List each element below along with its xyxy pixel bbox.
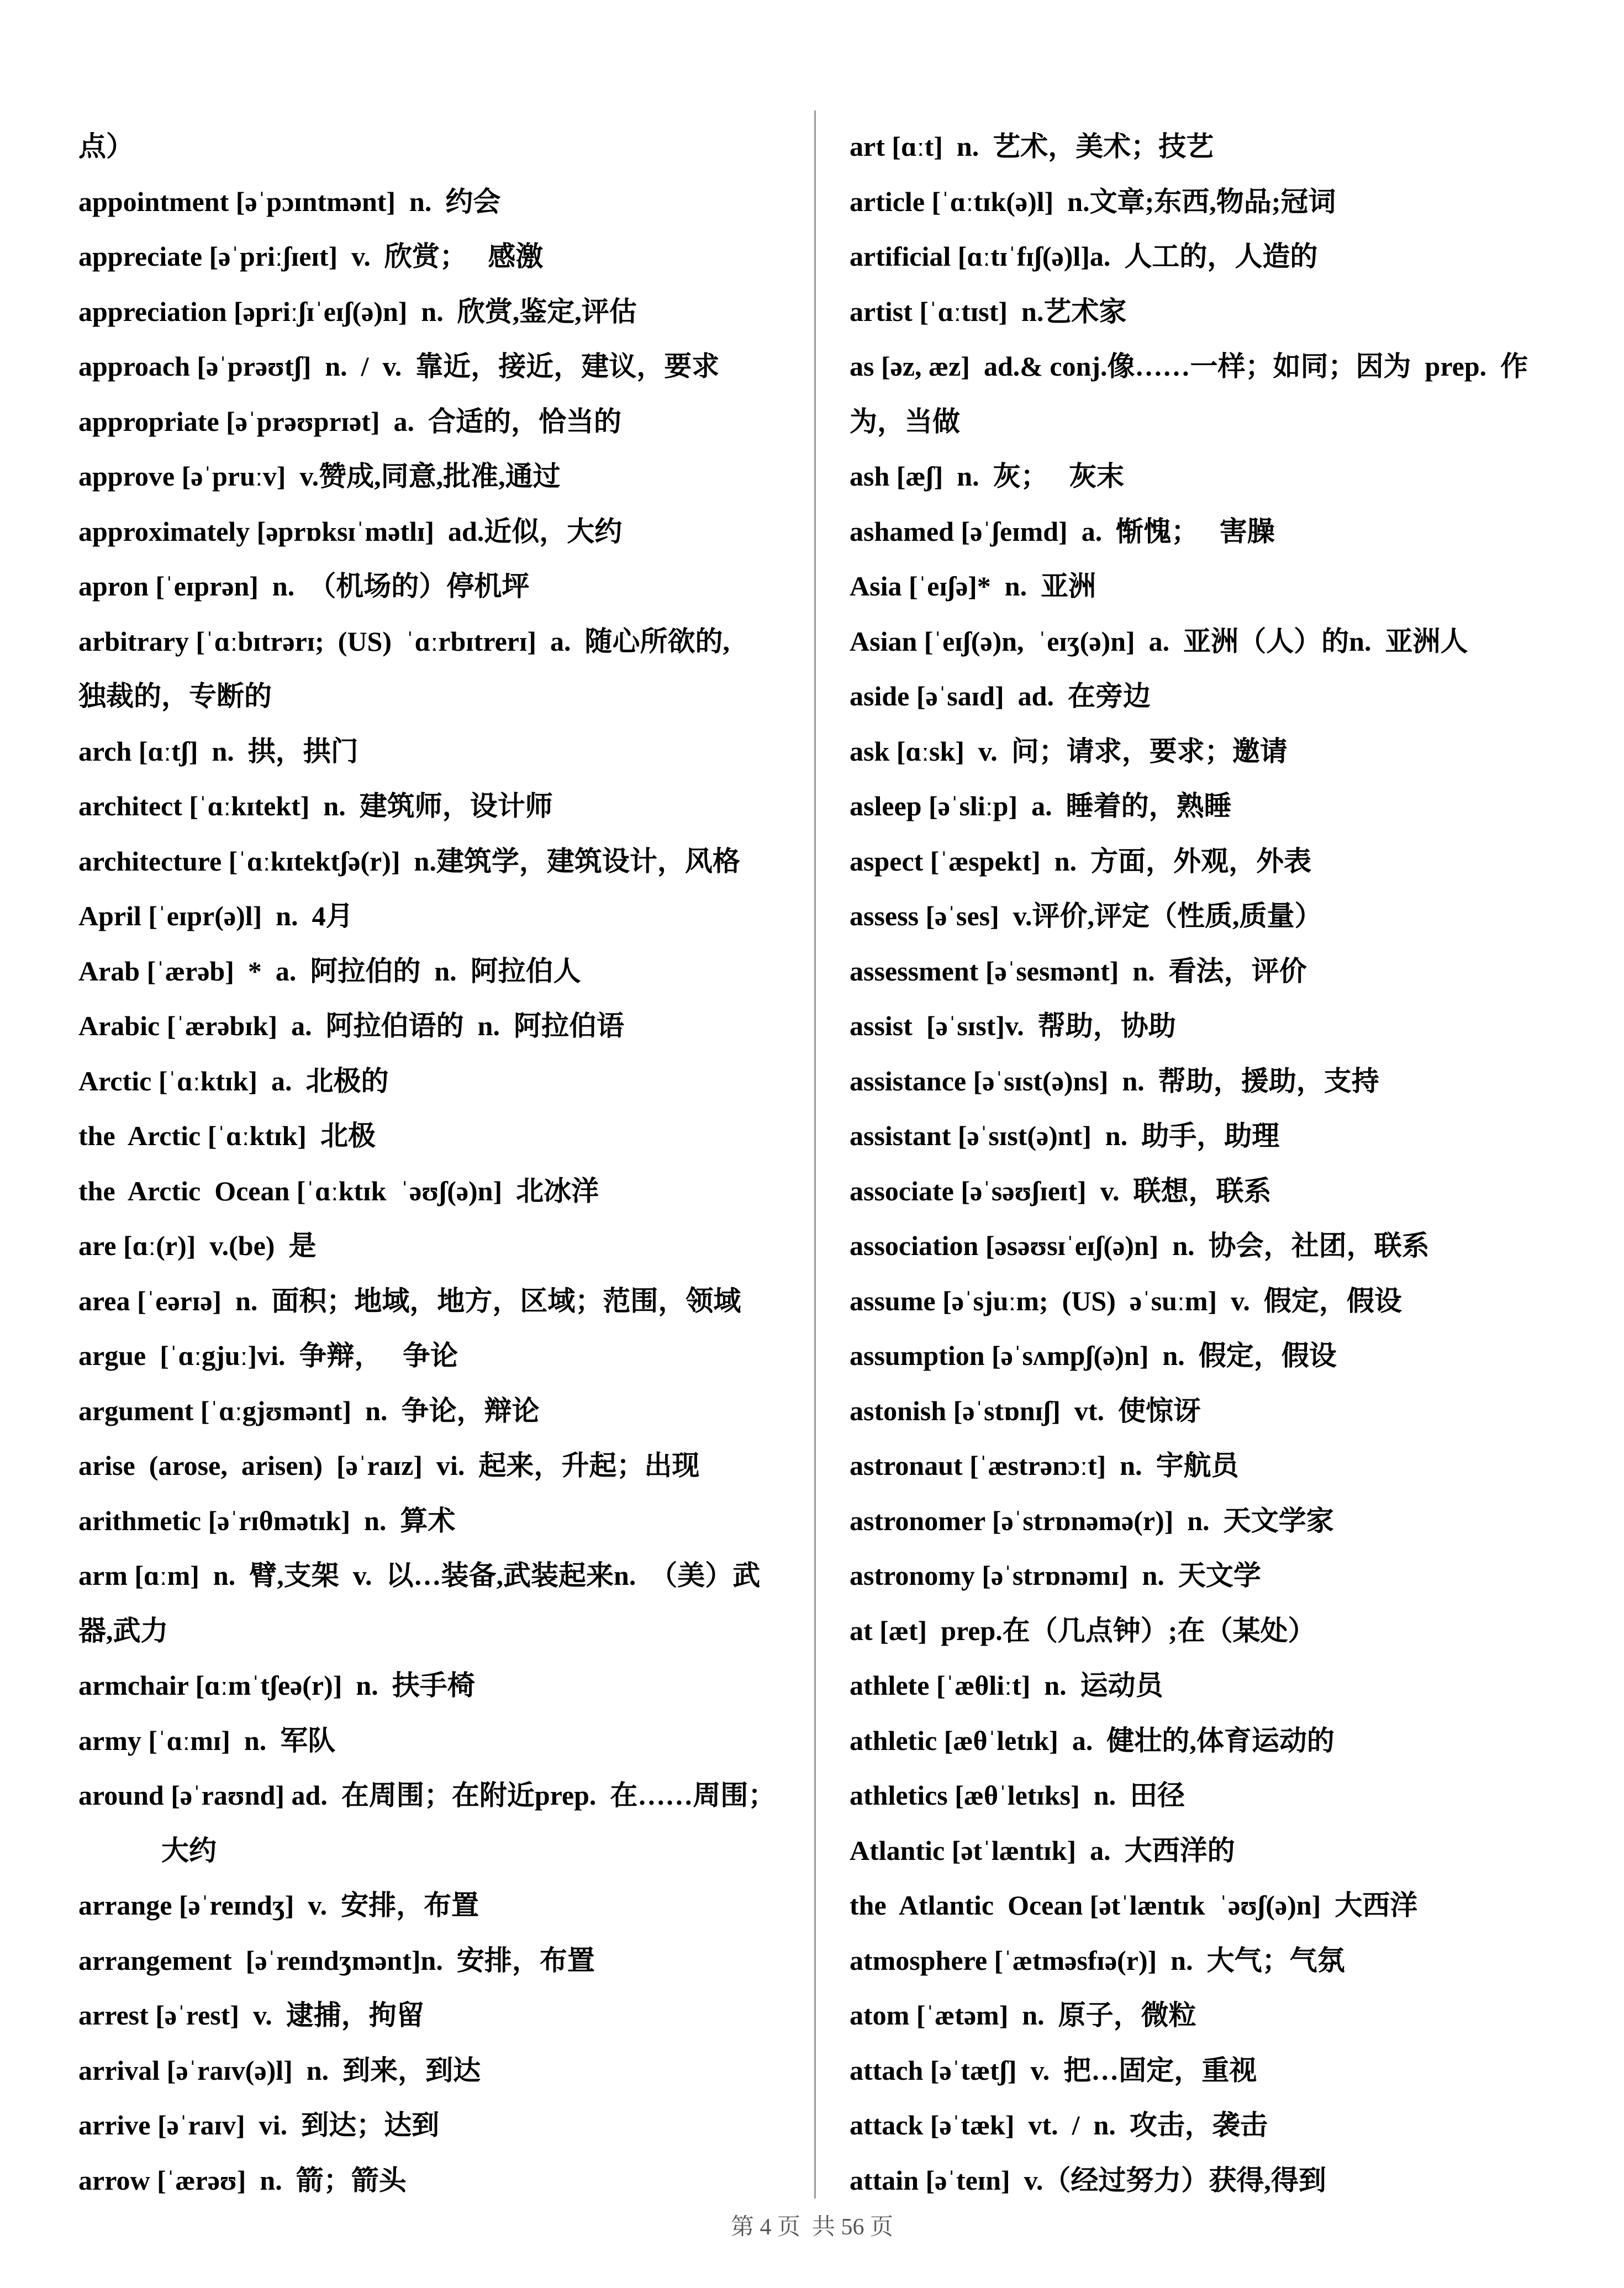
vocab-entry: arrangement [əˈreɪndʒmənt]n. 安排，布置 xyxy=(78,1944,595,1976)
vocab-entry: arithmetic [əˈrɪθmətɪk] n. 算术 xyxy=(78,1505,456,1536)
left-column xyxy=(78,119,808,2208)
vocab-entry: astronomy [əˈstrɒnəmɪ] n. 天文学 xyxy=(850,1560,1261,1591)
vocab-entry: arrive [əˈraɪv] vi. 到达；达到 xyxy=(78,2110,440,2141)
vocab-entry: art [ɑːt] n. 艺术，美术；技艺 xyxy=(850,131,1214,162)
vocab-entry: aside [əˈsaɪd] ad. 在旁边 xyxy=(850,681,1151,711)
vocab-entry: Asia [ˈeɪʃə]* n. 亚洲 xyxy=(850,571,1096,602)
vocab-entry: aspect [ˈæspekt] n. 方面，外观，外表 xyxy=(850,845,1312,877)
vocab-entry: at [æt] prep.在（几点钟）;在（某处） xyxy=(850,1615,1316,1646)
vocab-entry: April [ˈeɪpr(ə)l] n. 4月 xyxy=(78,900,354,931)
vocab-entry: 独裁的，专断的 xyxy=(78,681,272,711)
vocab-entry: atmosphere [ˈætməsfɪə(r)] n. 大气；气氛 xyxy=(850,1944,1345,1976)
vocab-entry: the Arctic Ocean [ˈɑːktɪk ˈəʊʃ(ə)n] 北冰洋 xyxy=(78,1175,599,1206)
vocab-entry: Atlantic [ətˈlæntɪk] a. 大西洋的 xyxy=(850,1834,1235,1866)
vocab-entry: astronomer [əˈstrɒnəmə(r)] n. 天文学家 xyxy=(850,1505,1334,1536)
vocab-entry: assess [əˈses] v.评价,评定（性质,质量） xyxy=(850,900,1322,931)
vocab-entry: army [ˈɑːmɪ] n. 军队 xyxy=(78,1725,336,1756)
vocab-entry: arise (arose, arisen) [əˈraɪz] vi. 起来，升起；出现 xyxy=(78,1450,700,1481)
vocab-entry: arrest [əˈrest] v. 逮捕，拘留 xyxy=(78,2000,424,2031)
vocab-entry: 大约 xyxy=(161,1834,217,1866)
vocab-entry: artist [ˈɑːtɪst] n.艺术家 xyxy=(850,296,1127,327)
vocab-entry: approach [əˈprəʊtʃ] n. / v. 靠近，接近，建议，要求 xyxy=(78,351,720,382)
vocab-entry: arrival [əˈraɪv(ə)l] n. 到来，到达 xyxy=(78,2054,481,2086)
vocab-entry: assistance [əˈsɪst(ə)ns] n. 帮助，援助，支持 xyxy=(850,1065,1379,1096)
vocab-entry: argue [ˈɑːgjuː]vi. 争辩， 争论 xyxy=(78,1340,458,1371)
column-divider xyxy=(814,110,816,2199)
vocab-entry: asleep [əˈsliːp] a. 睡着的，熟睡 xyxy=(850,790,1232,821)
vocab-entry: assistant [əˈsɪst(ə)nt] n. 助手，助理 xyxy=(850,1120,1280,1151)
vocab-entry: arrange [əˈreɪndʒ] v. 安排，布置 xyxy=(78,1890,479,1921)
vocab-entry: armchair [ɑːmˈtʃeə(r)] n. 扶手椅 xyxy=(78,1670,475,1701)
vocab-entry: arm [ɑːm] n. 臂,支架 v. 以…装备,武装起来n. （美）武 xyxy=(78,1560,761,1591)
vocab-entry: Asian [ˈeɪʃ(ə)n, ˈeɪʒ(ə)n] a. 亚洲（人）的n. 亚洲人 xyxy=(850,625,1468,657)
vocab-entry: appreciate [əˈpriːʃɪeɪt] v. 欣赏； 感激 xyxy=(78,241,544,272)
vocab-entry: assessment [əˈsesmənt] n. 看法，评价 xyxy=(850,955,1307,987)
vocab-entry: arch [ɑːtʃ] n. 拱，拱门 xyxy=(78,735,358,767)
vocab-entry: architecture [ˈɑːkɪtektʃə(r)] n.建筑学，建筑设计，风格 xyxy=(78,845,740,877)
vocab-entry: arbitrary [ˈɑːbɪtrərɪ; (US) ˈɑːrbɪtrerɪ] a. 随心所欲的, xyxy=(78,625,730,657)
vocab-entry: 点） xyxy=(78,131,134,162)
vocab-entry: approve [əˈpruːv] v.赞成,同意,批准,通过 xyxy=(78,461,561,492)
vocab-entry: appointment [əˈpɔɪntmənt] n. 约会 xyxy=(78,186,501,217)
vocab-entry: are [ɑː(r)] v.(be) 是 xyxy=(78,1230,317,1261)
vocab-entry: attain [əˈteɪn] v.（经过努力）获得,得到 xyxy=(850,2164,1326,2196)
vocab-entry: attack [əˈtæk] vt. / n. 攻击，袭击 xyxy=(850,2110,1268,2141)
vocab-entry: approximately [əprɒksɪˈmətlɪ] ad.近似，大约 xyxy=(78,515,623,547)
vocab-entry: Arab [ˈærəb] * a. 阿拉伯的 n. 阿拉伯人 xyxy=(78,955,581,987)
vocab-entry: arrow [ˈærəʊ] n. 箭；箭头 xyxy=(78,2164,407,2196)
vocab-entry: astonish [əˈstɒnɪʃ] vt. 使惊讶 xyxy=(850,1395,1201,1426)
vocab-entry: argument [ˈɑːgjʊmənt] n. 争论，辩论 xyxy=(78,1395,540,1426)
vocab-entry: attach [əˈtætʃ] v. 把…固定，重视 xyxy=(850,2054,1257,2086)
vocab-entry: apron [ˈeɪprən] n. （机场的）停机坪 xyxy=(78,571,530,602)
vocab-entry: the Atlantic Ocean [ətˈlæntɪk ˈəʊʃ(ə)n] 大西洋 xyxy=(850,1890,1418,1921)
vocab-entry: ask [ɑːsk] v. 问；请求，要求；邀请 xyxy=(850,735,1288,767)
vocab-entry: artificial [ɑːtɪˈfɪʃ(ə)l]a. 人工的，人造的 xyxy=(850,241,1318,272)
vocab-entry: ash [æʃ] n. 灰； 灰末 xyxy=(850,461,1125,492)
vocab-entry: the Arctic [ˈɑːktɪk] 北极 xyxy=(78,1120,376,1151)
vocab-entry: athletic [æθˈletɪk] a. 健壮的,体育运动的 xyxy=(850,1725,1335,1756)
vocab-entry: Arctic [ˈɑːktɪk] a. 北极的 xyxy=(78,1065,389,1096)
vocab-entry: athletics [æθˈletɪks] n. 田径 xyxy=(850,1780,1185,1811)
vocab-entry: associate [əˈsəʊʃɪeɪt] v. 联想，联系 xyxy=(850,1175,1272,1206)
vocab-entry: as [əz, æz] ad.& conj.像……一样；如同；因为 prep. 作 xyxy=(850,351,1528,382)
vocab-entry: assist [əˈsɪst]v. 帮助，协助 xyxy=(850,1010,1176,1041)
right-column xyxy=(850,119,1579,2208)
vocab-entry: atom [ˈætəm] n. 原子，微粒 xyxy=(850,2000,1196,2031)
vocab-entry: appropriate [əˈprəʊprɪət] a. 合适的，恰当的 xyxy=(78,405,622,437)
vocab-entry: article [ˈɑːtɪk(ə)l] n.文章;东西,物品;冠词 xyxy=(850,186,1336,217)
vocab-entry: around [əˈraʊnd] ad. 在周围；在附近prep. 在……周围； xyxy=(78,1780,776,1811)
vocab-entry: Arabic [ˈærəbɪk] a. 阿拉伯语的 n. 阿拉伯语 xyxy=(78,1010,624,1041)
vocab-entry: ashamed [əˈʃeɪmd] a. 惭愧； 害臊 xyxy=(850,515,1275,547)
vocab-entry: 器,武力 xyxy=(78,1615,168,1646)
vocab-entry: area [ˈeərɪə] n. 面积；地域，地方，区域；范围，领域 xyxy=(78,1285,741,1316)
vocab-entry: architect [ˈɑːkɪtekt] n. 建筑师，设计师 xyxy=(78,790,553,821)
vocab-entry: 为，当做 xyxy=(850,405,960,437)
vocab-entry: astronaut [ˈæstrənɔːt] n. 宇航员 xyxy=(850,1450,1239,1481)
vocab-entry: athlete [ˈæθliːt] n. 运动员 xyxy=(850,1670,1163,1701)
vocab-entry: appreciation [əpriːʃɪˈeɪʃ(ə)n] n. 欣赏,鉴定,评估 xyxy=(78,296,637,327)
vocab-entry: assumption [əˈsʌmpʃ(ə)n] n. 假定，假设 xyxy=(850,1340,1337,1371)
page-footer: 第 4 页 共 56 页 xyxy=(730,2215,893,2240)
vocab-entry: association [əsəʊsɪˈeɪʃ(ə)n] n. 协会，社团，联系 xyxy=(850,1230,1430,1261)
vocab-entry: assume [əˈsjuːm; (US) əˈsuːm] v. 假定，假设 xyxy=(850,1285,1402,1316)
